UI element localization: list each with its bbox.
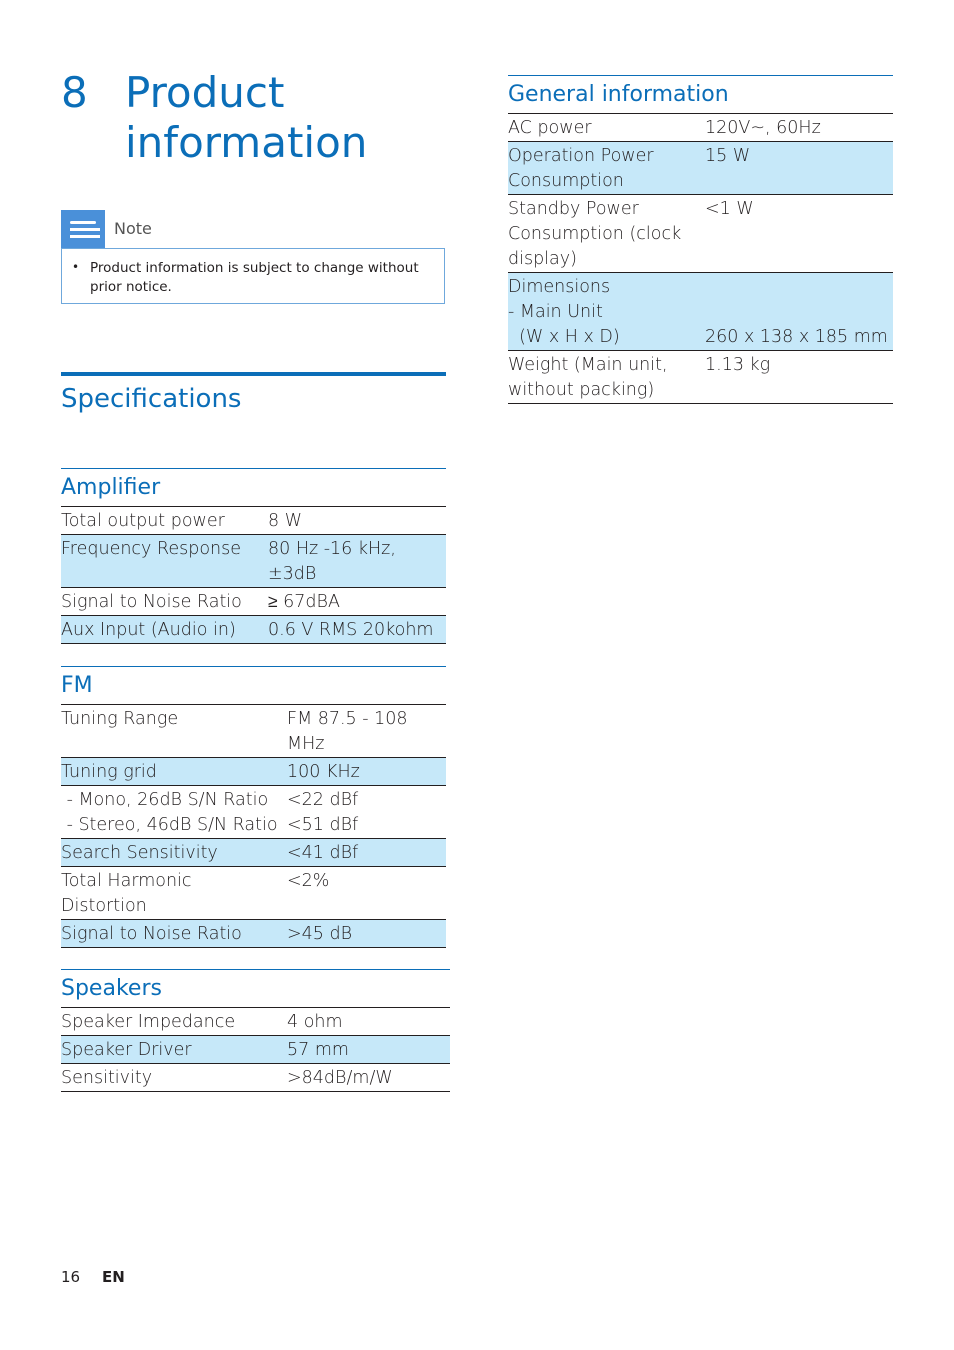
spec-key: Sensitivity (61, 1064, 287, 1092)
note-bullet: • (72, 260, 80, 274)
table-row (61, 705, 446, 758)
note-text: Product information is subject to change without prior notice. (90, 260, 419, 295)
table-row (61, 1008, 450, 1036)
table-row (61, 920, 446, 948)
general-information-table (508, 75, 893, 404)
spec-key-line: without packing) (508, 380, 655, 400)
spec-value: >84dB/m/W (287, 1064, 450, 1092)
spec-value: 260 x 138 x 185 mm (705, 273, 893, 351)
spec-key: Tuning Range (61, 705, 287, 758)
table-row (61, 1036, 450, 1064)
table-row (61, 1064, 450, 1092)
note-label: Note (114, 219, 152, 238)
spec-key-line: Operation Power (508, 146, 654, 166)
table-row (61, 786, 446, 839)
spec-key-line: Weight (Main unit, (508, 355, 668, 375)
spec-key-line: Distortion (61, 896, 147, 916)
table-row (61, 758, 446, 786)
table-row (508, 351, 893, 404)
spec-value: <1 W (705, 195, 893, 273)
spec-key: Aux Input (Audio in) (61, 616, 268, 644)
table-row (61, 867, 446, 920)
table-row (61, 588, 446, 616)
language-code: EN (102, 1268, 125, 1286)
table-row (61, 507, 446, 535)
spec-value-line: <22 dBf (287, 790, 359, 810)
spec-key-line: (W x H x D) (508, 327, 620, 347)
note-icon (61, 210, 105, 248)
fm-table (61, 666, 446, 948)
table-row (508, 142, 893, 195)
spec-key: AC power (508, 114, 705, 142)
spec-key-line: Total Harmonic (61, 871, 192, 891)
note-content (61, 248, 445, 304)
spec-key (508, 142, 705, 195)
spec-key (508, 195, 705, 273)
note-box (61, 210, 447, 306)
chapter-title: Product information (125, 68, 368, 167)
spec-key-line: - Main Unit (508, 302, 603, 322)
spec-value (287, 786, 446, 839)
spec-key-line: Standby Power (508, 199, 639, 219)
spec-key (508, 351, 705, 404)
spec-key-line: Dimensions (508, 277, 611, 297)
table-row (508, 114, 893, 142)
spec-value: >45 dB (287, 920, 446, 948)
spec-value: 8 W (268, 507, 446, 535)
spec-value: 120V~, 60Hz (705, 114, 893, 142)
general-information-title: General information (508, 75, 893, 114)
spec-key: Tuning grid (61, 758, 287, 786)
amplifier-title: Amplifier (61, 468, 446, 507)
spec-value: 100 KHz (287, 758, 446, 786)
spec-value: 15 W (705, 142, 893, 195)
spec-key: Signal to Noise Ratio (61, 920, 287, 948)
spec-key (61, 786, 287, 839)
spec-key-line: display) (508, 249, 577, 269)
spec-value: ≥ 67dBA (268, 588, 446, 616)
speakers-table (61, 969, 450, 1092)
spec-value: 57 mm (287, 1036, 450, 1064)
spec-value: 1.13 kg (705, 351, 893, 404)
spec-key: Speaker Impedance (61, 1008, 287, 1036)
spec-key: Total output power (61, 507, 268, 535)
speakers-title: Speakers (61, 969, 450, 1008)
table-row (61, 839, 446, 867)
spec-key (508, 273, 705, 351)
spec-value: 0.6 V RMS 20kohm (268, 616, 446, 644)
spec-key-line: Consumption (clock (508, 224, 682, 244)
spec-value: <41 dBf (287, 839, 446, 867)
chapter-number: 8 (61, 68, 88, 117)
spec-value-line: <51 dBf (287, 815, 359, 835)
spec-value: 80 Hz -16 kHz, ±3dB (268, 535, 446, 588)
spec-value: <2% (287, 867, 446, 920)
spec-key: Search Sensitivity (61, 839, 287, 867)
spec-key-line: - Mono, 26dB S/N Ratio (61, 790, 269, 810)
page-number: 16 (61, 1268, 81, 1286)
spec-value: 4 ohm (287, 1008, 450, 1036)
spec-key (61, 867, 287, 920)
spec-key: Signal to Noise Ratio (61, 588, 268, 616)
spec-key-line: - Stereo, 46dB S/N Ratio (61, 815, 278, 835)
table-row (61, 616, 446, 644)
table-row (508, 273, 893, 351)
fm-title: FM (61, 666, 446, 705)
spec-value: FM 87.5 - 108 MHz (287, 705, 446, 758)
table-row (508, 195, 893, 273)
spec-key-line: Consumption (508, 171, 624, 191)
specifications-title: Specifications (61, 372, 446, 414)
amplifier-table (61, 468, 446, 644)
spec-key: Speaker Driver (61, 1036, 287, 1064)
table-row (61, 535, 446, 588)
spec-key: Frequency Response (61, 535, 268, 588)
